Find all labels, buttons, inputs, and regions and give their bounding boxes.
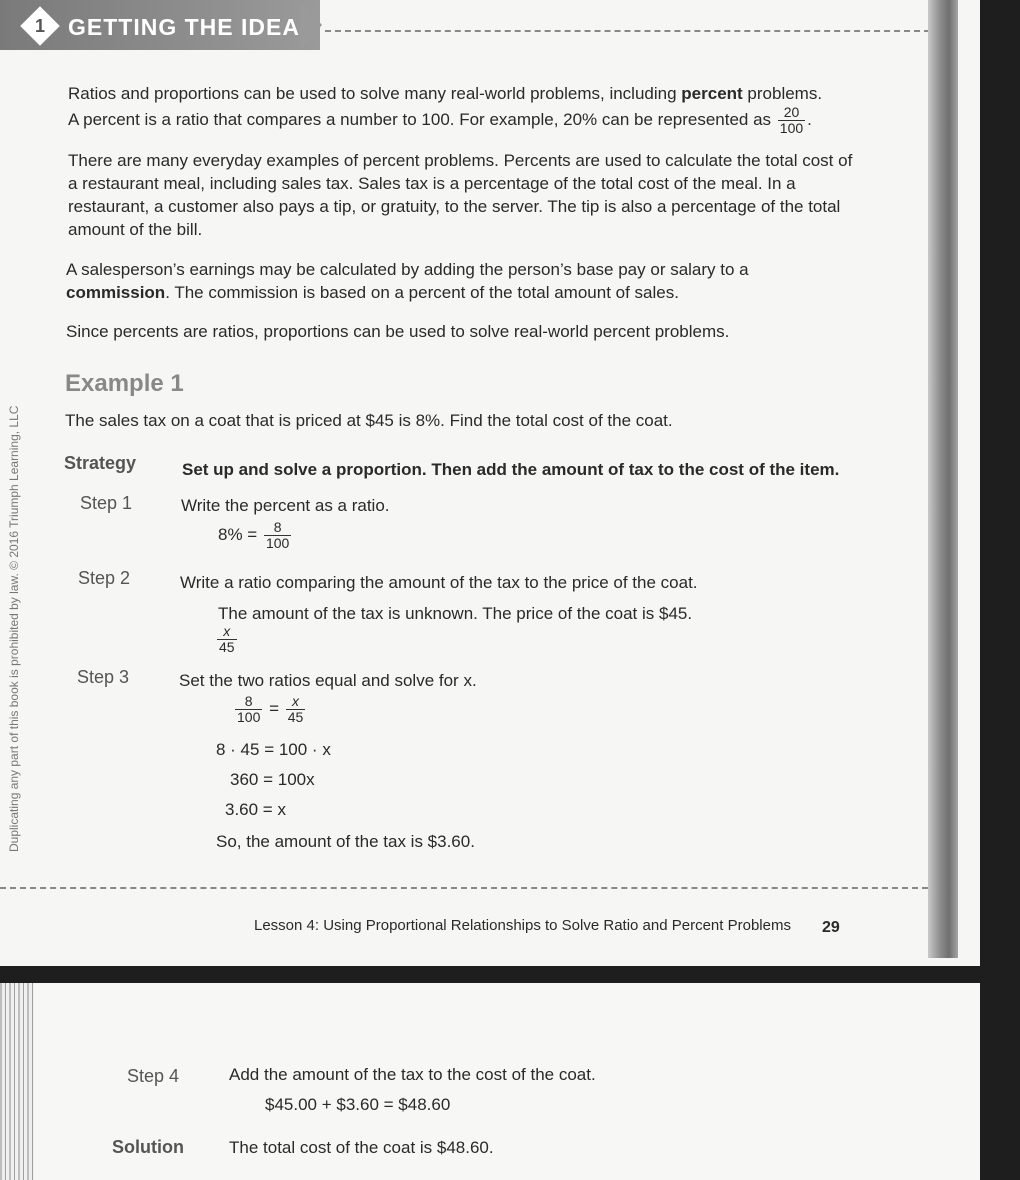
example-title: Example 1 [65,370,184,397]
header-divider [325,30,930,32]
intro-paragraph-2: There are many everyday examples of percent problems. Percents are used to calculate the total cost of a restaurant meal, including sales tax. Sales tax is a percentage of the total cost of the meal. In a restaurant, a customer also pays a tip, or gratuity, to the server. The tip is also a percentage of the total amount of the bill. [68,151,853,239]
solution-text: The total cost of the coat is $48.60. [229,1138,494,1157]
step2-note: The amount of the tax is unknown. The price of the coat is $45. [218,604,693,623]
strategy-text: Set up and solve a proportion. Then add the amount of tax to the cost of the item. [182,460,840,479]
step4-text: Add the amount of the tax to the cost of the coat. [229,1065,596,1084]
book-binding-edge [928,0,958,958]
step2-text: Write a ratio comparing the amount of the tax to the price of the coat. [180,573,698,592]
step3-line-4: 3.60 = x [225,800,286,819]
footer-lesson: Lesson 4: Using Proportional Relationships to Solve Ratio and Percent Problems [254,917,791,934]
intro-paragraph-3: A salesperson’s earnings may be calculated by adding the person’s base pay or salary to a commission. The commission is based on a percent of the total amount of sales. [66,260,749,302]
section-title: GETTING THE IDEA [68,14,300,40]
copyright-notice: Duplicating any part of this book is prohibited by law. © 2016 Triumph Learning, LLC [7,405,21,852]
strategy-label: Strategy [64,453,137,473]
page-number: 29 [822,919,840,936]
step3-label: Step 3 [77,667,130,687]
fraction-20-100: $\frac{20}{100}$ [779,104,804,136]
step3-text: Set the two ratios equal and solve for x. [179,671,477,690]
step1-text: Write the percent as a ratio. [181,496,390,515]
step2-fraction: $\frac{x}{45}$ [219,623,235,655]
intro-paragraph-4: Since percents are ratios, proportions can be used to solve real-world percent problems. [66,322,730,341]
step3-conclusion: So, the amount of the tax is $3.60. [216,832,475,851]
book-binding-edge-left [0,983,34,1180]
step3-line-2: 8 · 45 = 100 · x [216,740,331,759]
header-arrow [300,0,322,50]
section-number-badge: 1 [20,6,60,46]
step2-label: Step 2 [78,568,131,588]
step3-line-3: 360 = 100x [230,770,315,789]
step1-equation: 8% = $\frac{8}{100}$ [218,519,290,551]
solution-label: Solution [112,1137,184,1157]
step4-equation: $45.00 + $3.60 = $48.60 [265,1095,451,1114]
example-problem: The sales tax on a coat that is priced at $45 is 8%. Find the total cost of the coat. [65,411,673,430]
step1-label: Step 1 [80,493,133,513]
page-30 [0,983,980,1180]
step3-proportion: $\frac{8}{100}$ = $\frac{x}{45}$ [237,693,304,725]
intro-paragraph-1: Ratios and proportions can be used to solve many real-world problems, including percent problems. A percent is a ratio that compares a number to 100. For example, 20% can be represented as $\frac{20}{100}$ . [68,84,823,136]
step4-label: Step 4 [127,1066,180,1086]
footer-divider [0,887,928,889]
